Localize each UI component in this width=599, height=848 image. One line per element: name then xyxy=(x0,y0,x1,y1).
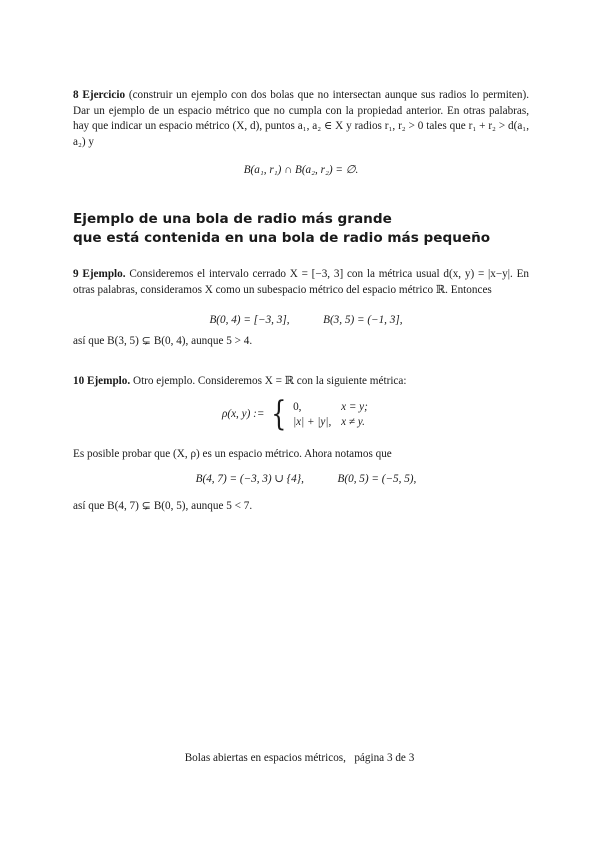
example-9-display-left: B(0, 4) = [−3, 3], xyxy=(209,314,290,326)
example-9-display-right: B(3, 5) = (−1, 3], xyxy=(323,314,403,326)
exercise-8-paragraph xyxy=(73,88,529,150)
case2-value: |x| + |y|, xyxy=(293,415,332,428)
section-heading-line1: Ejemplo de una bola de radio más grande xyxy=(73,211,392,227)
example-9-line2: |x−y|. En otras palabras, consideramos X como un subespacio métrico del espacio métrico xyxy=(73,268,529,296)
example-10-line2-block xyxy=(73,447,529,463)
section-heading-line2: que está contenida en una bola de radio más pequeño xyxy=(73,230,491,246)
exercise-8-line1: (construir un ejemplo con dos bolas que no intersectan aunque sus radios xyxy=(128,89,467,101)
metric-cases xyxy=(293,401,368,428)
example-9-conclusion: así que B(3, 5) ⊊ B(0, 4), aunque 5 > 4. xyxy=(73,335,253,347)
case2-condition: x ≠ y. xyxy=(341,415,365,428)
exercise-8 xyxy=(73,88,529,150)
example-10-intro xyxy=(73,374,529,390)
example-9-display xyxy=(73,313,529,329)
case1-condition: x = y; xyxy=(341,400,368,413)
exercise-8-display-block xyxy=(73,163,529,179)
example-9-line3: ℝ. Entonces xyxy=(435,283,492,296)
example-9-label: 9 Ejemplo. xyxy=(73,268,126,280)
exercise-8-line4: y radios r₁, r₂ > 0 tales que r₁ + r₂ > d(a₁, a₂) y xyxy=(73,120,529,148)
example-10-line1: Otro ejemplo. Consideremos X = ℝ con la siguiente métrica: xyxy=(132,375,407,387)
case1-value: 0, xyxy=(293,400,302,413)
example-9-line1: Consideremos el intervalo cerrado X = [−3, 3] con la métrica usual d(x, y) = xyxy=(129,268,485,280)
example-10-conclusion: así que B(4, 7) ⊊ B(0, 5), aunque 5 < 7. xyxy=(73,500,253,512)
example-10-display-block xyxy=(73,472,529,488)
section-heading xyxy=(73,210,533,248)
example-10-line2: Es posible probar que (X, ρ) es un espacio métrico. Ahora notamos que xyxy=(73,448,392,460)
example-10-display xyxy=(73,472,529,488)
example-10-metric-definition xyxy=(222,394,368,434)
example-10-label: 10 Ejemplo. xyxy=(73,375,131,387)
example-9-paragraph xyxy=(73,267,529,298)
example-10-display-left: B(4, 7) = (−3, 3) ∪ {4}, xyxy=(195,473,304,485)
example-9 xyxy=(73,267,529,298)
exercise-8-display: B(a₁, r₁) ∩ B(a₂, r₂) = ∅. xyxy=(243,164,359,176)
example-10-conclusion-block xyxy=(73,499,529,515)
exercise-8-line2: lo permiten). Dar un ejemplo de un espacio métrico que no cumpla con la propiedad xyxy=(73,89,529,117)
exercise-8-label: 8 Ejercicio xyxy=(73,89,126,101)
example-10 xyxy=(73,374,529,390)
example-9-display-block xyxy=(73,313,529,329)
exercise-8-line3: anterior. En otras palabras, hay que indicar un espacio métrico (X, d), puntos a₁, a₂ ∈ X xyxy=(73,104,530,132)
left-brace-symbol: { xyxy=(271,394,287,434)
example-10-display-right: B(0, 5) = (−5, 5), xyxy=(337,473,417,485)
example-9-conclusion-block xyxy=(73,334,529,350)
metric-lhs: ρ(x, y) := xyxy=(222,408,265,420)
page-footer: Bolas abiertas en espacios métricos, página 3 de 3 xyxy=(184,752,415,764)
